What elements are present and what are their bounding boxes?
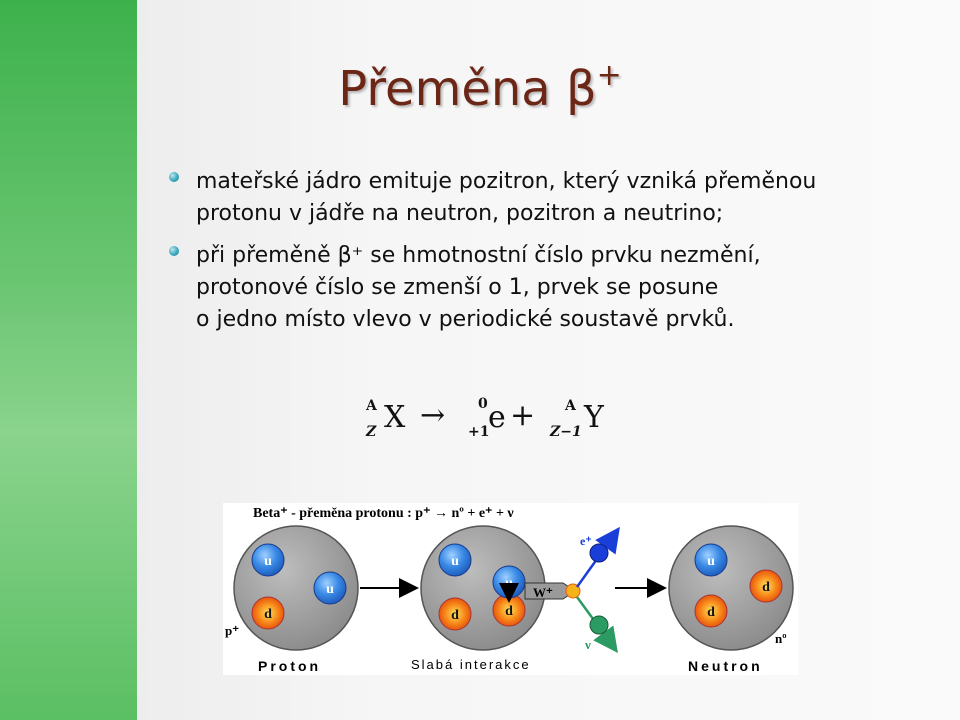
bullet-text: protonové číslo se zmenší o 1, prvek se posune bbox=[196, 275, 719, 300]
positron-symbol: e bbox=[488, 400, 506, 435]
bullet-text: protonu v jádře na neutron, pozitron a neutrino; bbox=[196, 201, 724, 226]
reaction-arrow: → bbox=[420, 398, 446, 433]
daughter-proton-number: Z−1 bbox=[550, 424, 582, 440]
parent-mass-number: A bbox=[366, 398, 377, 414]
neutron-charge-label: nº bbox=[775, 631, 787, 646]
weak-interaction-caption: Slabá interakce bbox=[411, 657, 531, 672]
bullet-icon bbox=[169, 172, 179, 182]
decay-equation bbox=[360, 395, 640, 445]
proton-charge-label: p⁺ bbox=[225, 623, 240, 638]
bullet-text: při přeměně β⁺ se hmotnostní číslo prvku nezmění, bbox=[196, 243, 761, 268]
proton-caption: Proton bbox=[258, 658, 322, 674]
daughter-symbol: Y bbox=[584, 400, 604, 435]
slide-title: Přeměna β+ bbox=[338, 58, 622, 117]
down-quark-label: d bbox=[762, 580, 770, 595]
down-quark-label: d bbox=[264, 607, 272, 622]
diagram-header: Beta⁺ - přeměna protonu : p⁺ → nº + e⁺ + ν bbox=[253, 506, 514, 521]
bullet-text: mateřské jádro emituje pozitron, který vzniká přeměnou bbox=[196, 169, 817, 194]
up-quark-label: u bbox=[326, 582, 334, 597]
bullet-item bbox=[166, 240, 926, 336]
neutrino-particle bbox=[590, 616, 608, 634]
positron-charge-number: +1 bbox=[468, 424, 490, 440]
down-quark-label: d bbox=[707, 605, 715, 620]
positron-label: e⁺ bbox=[580, 534, 592, 548]
parent-proton-number: Z bbox=[366, 424, 377, 440]
positron-particle bbox=[590, 544, 608, 562]
up-quark-label: u bbox=[707, 554, 715, 569]
up-quark-label: u bbox=[264, 554, 272, 569]
bullet-icon bbox=[169, 246, 179, 256]
positron-mass-number: 0 bbox=[478, 396, 488, 412]
bullet-item bbox=[166, 166, 926, 230]
daughter-mass-number: A bbox=[565, 398, 576, 414]
down-quark-label: d bbox=[505, 604, 513, 619]
neutrino-label: ν bbox=[585, 637, 591, 652]
neutron-caption: Neutron bbox=[688, 658, 763, 674]
down-quark-label: d bbox=[451, 608, 459, 623]
parent-symbol: X bbox=[384, 400, 406, 435]
bullet-text: o jedno místo vlevo v periodické soustavě prvků. bbox=[196, 307, 735, 332]
beta-decay-diagram bbox=[223, 503, 798, 675]
plus-sign: + bbox=[510, 398, 536, 433]
up-quark-label: u bbox=[505, 576, 513, 591]
bullet-list bbox=[166, 166, 926, 346]
up-quark-label: u bbox=[451, 554, 459, 569]
w-boson-label: W⁺ bbox=[533, 585, 553, 600]
